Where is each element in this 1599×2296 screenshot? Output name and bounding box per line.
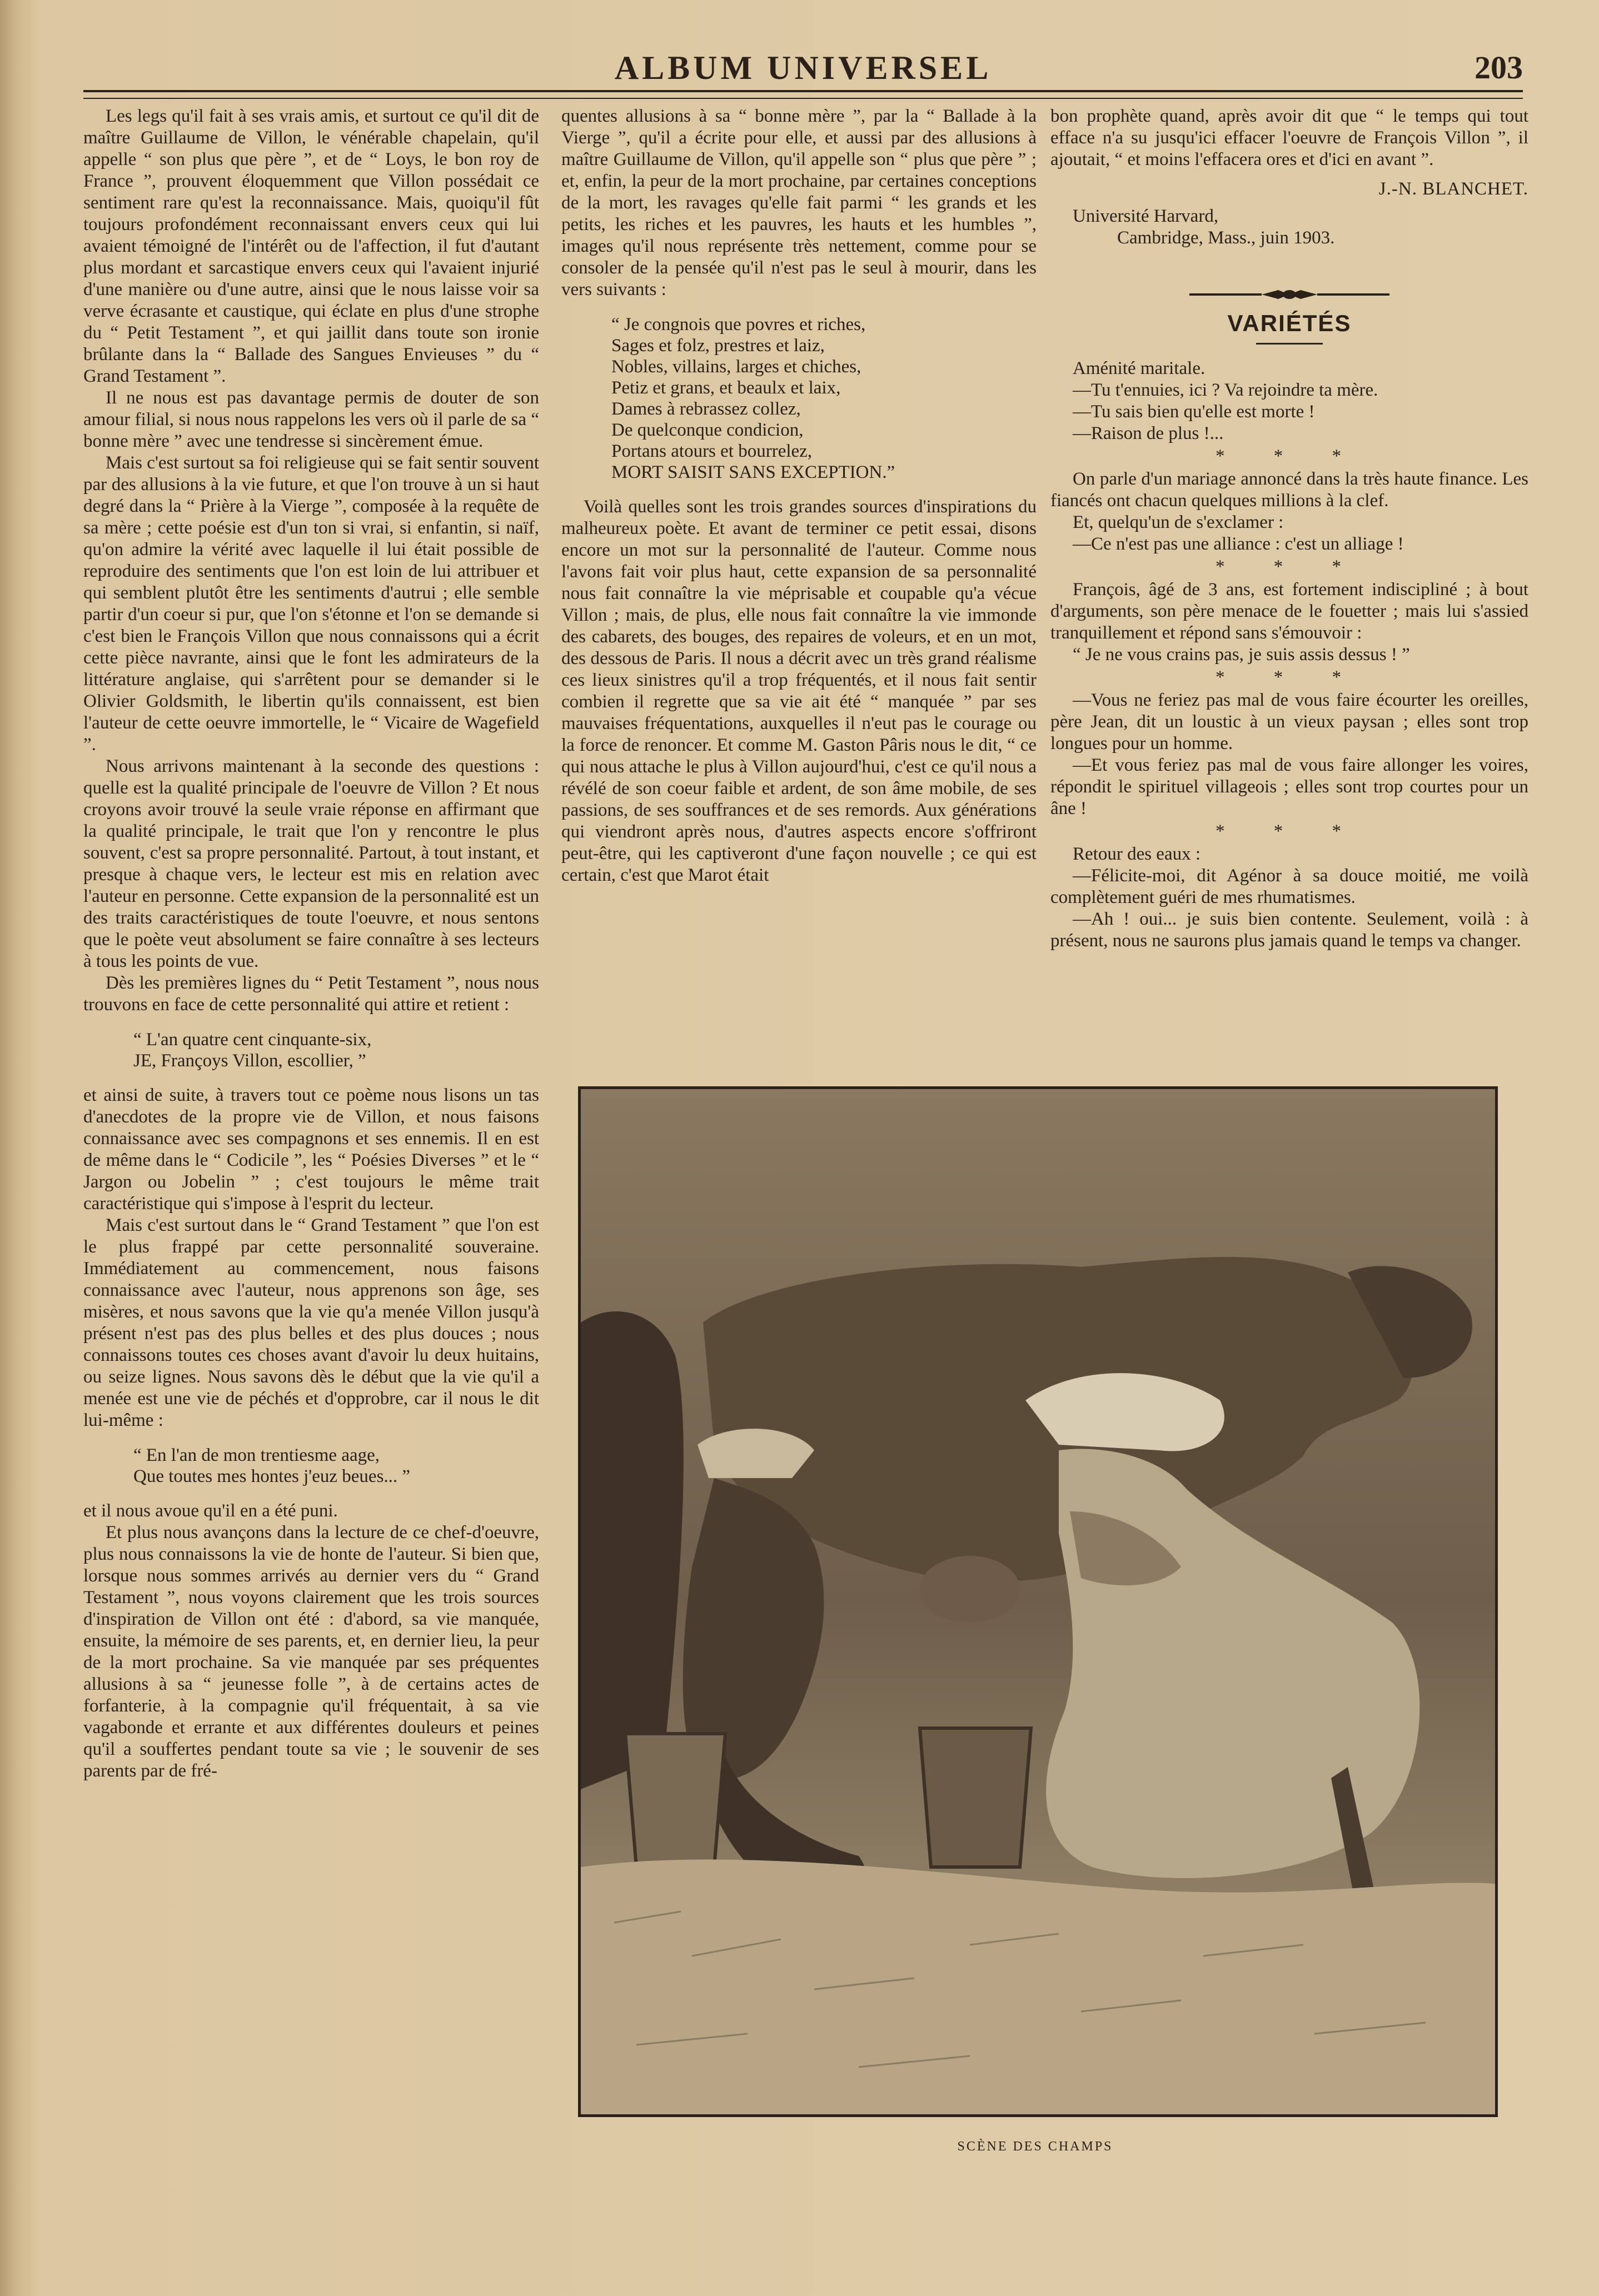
verse-line: MORT SAISIT SANS EXCEPTION.”: [611, 462, 895, 482]
paragraph: —Ah ! oui... je suis bien contente. Seulement, voilà : à présent, nous ne saurons plus jamais quand le temps va changer.: [1050, 909, 1528, 951]
verse-line: Nobles, villains, larges et chiches,: [611, 357, 861, 377]
paragraph: Mais c'est surtout dans le “ Grand Testament ” que l'on est le plus frappé par cette personnalité souveraine. Immédiatement au commencement, nous faisons connaissance avec l'auteur, nous apprenons son âge, ses misères, et nous savons que la vie qu'a menée Villon jusqu'à présent n'est pas des plus belles et des plus douces ; nous connaissons toutes ces choses avant d'avoir lu deux huitains, ou seize lignes. Nous savons dès le début que la vie qu'il a menée est une vie de péchés et d'opprobre, car il nous le dit lui-même :: [83, 1215, 539, 1430]
header-rule: [83, 90, 1523, 99]
section-title: VARIÉTÉS: [1227, 310, 1352, 336]
author-signature: J.-N. BLANCHET.: [1378, 179, 1528, 199]
verse-line: “ Je congnois que povres et riches,: [611, 315, 866, 335]
paragraph: Nous arrivons maintenant à la seconde des questions : quelle est la qualité principale de l'oeuvre de Villon ? Et nous croyons avoir trouvé la seule vraie réponse en affirmant que la qualité principale, le trait que l'on y rencontre le plus souvent, c'est sa propre personnalité. Partout, à tout instant, et presque à chaque vers, le lecteur est mis en relation avec l'auteur en personne. Cette expansion de la personnalité est un des traits caractéristiques de toute l'oeuvre, et nous sentons que le poète veut absolument se faire connaître à ses lecteurs à tous les points de vue.: [83, 756, 539, 971]
affiliation-line: Université Harvard,: [1073, 206, 1219, 226]
paragraph: —Et vous feriez pas mal de vous faire allonger les voires, répondit le spirituel villageois ; elles sont trop courtes pour un âne !: [1050, 755, 1528, 818]
verse-line: Dames à rebrassez collez,: [611, 399, 801, 419]
paragraph: et il nous avoue qu'il en a été puni.: [83, 1501, 338, 1521]
engraving-image: [581, 1089, 1495, 2114]
verse-line: De quelconque condicion,: [611, 420, 804, 440]
paragraph: —Tu t'ennuies, ici ? Va rejoindre ta mère.: [1073, 380, 1378, 400]
page-header: [83, 49, 1523, 93]
page-number: 203: [1475, 49, 1523, 86]
paragraph: quentes allusions à sa “ bonne mère ”, par la “ Ballade à la Vierge ”, qu'il a écrite pour elle, et aussi par des allusions à maître Guillaume de Villon, qu'il appelle son “ plus que père ” ; et, enfin, la peur de la mort prochaine, par certaines conceptions de la mort, les ravages qu'elle fait parmi “ les grands et les petits, les riches et les pauvres, les hauts et les humbles ”, images qu'il nous représente très nettement, comme pour se consoler de la pensée qu'il n'est pas le seul à mourir, dans les vers suivants :: [561, 106, 1037, 300]
verse-quote: [133, 1445, 539, 1487]
affiliation-line: Cambridge, Mass., juin 1903.: [1117, 228, 1335, 248]
paragraph: Et, quelqu'un de s'exclamer :: [1073, 512, 1284, 532]
paragraph: bon prophète quand, après avoir dit que “ le temps qui tout efface n'a su jusqu'ici effacer l'oeuvre de François Villon ”, il ajoutait, “ et moins l'effacera ores et d'ici en avant ”.: [1050, 106, 1528, 169]
paragraph: Mais c'est surtout sa foi religieuse qui se fait sentir souvent par des allusions à la vie future, et que l'on trouve à un si haut degré dans la “ Prière à la Vierge ”, composée à la requête de sa mère ; cette poésie est d'un ton si vrai, si enfantin, si naïf, qu'on admire la vérité avec laquelle il lui était possible de reproduire des sentiments que l'on est loin de lui attribuer et qui semblent plutôt être les sentiments d'autrui ; elle semble partir d'un coeur si pur, que l'on s'étonne et l'on se demande si c'est bien le François Villon que nous connaissons qui a écrit cette pièce navrante, ainsi que le font les admirateurs de la littérature anglaise, qui s'arrêtent pour se demander si le Olivier Goldsmith, le libertin qu'ils connaissent, est bien l'auteur de cette oeuvre immortelle, le “ Vicaire de Wagefield ”.: [83, 453, 539, 755]
title-rule: [1256, 343, 1323, 345]
paragraph: —Félicite-moi, dit Agénor à sa douce moitié, me voilà complètement guéri de mes rhumatismes.: [1050, 866, 1528, 907]
masthead-title: ALBUM UNIVERSEL: [614, 49, 992, 86]
separator-stars: * * *: [1216, 446, 1363, 466]
paragraph: François, âgé de 3 ans, est fortement indiscipliné ; à bout d'arguments, son père menace de le fouetter ; mais lui s'assied tranquillement et répond sans s'émouvoir :: [1050, 580, 1528, 643]
verse-line: Petiz et grans, et beaulx et laix,: [611, 378, 841, 398]
verse-line: Portans atours et bourrelez,: [611, 441, 813, 461]
paragraph: —Vous ne feriez pas mal de vous faire écourter les oreilles, père Jean, dit un loustic à un vieux paysan ; elles sont trop longues pour un homme.: [1050, 690, 1528, 753]
verse-line: “ En l'an de mon trentiesme aage,: [133, 1445, 380, 1465]
separator-stars: * * *: [1216, 821, 1363, 841]
author-affiliation: [1073, 206, 1528, 249]
paragraph: —Ce n'est pas une alliance : c'est un alliage !: [1073, 534, 1404, 554]
verse-line: “ L'an quatre cent cinquante-six,: [133, 1030, 372, 1050]
paragraph: Et plus nous avançons dans la lecture de ce chef-d'oeuvre, plus nous connaissons la vie de honte de l'auteur. Si bien que, lorsque nous sommes arrivés au dernier vers du “ Grand Testament ”, nous voyons clairement que les trois sources d'inspiration de Villon ont été : d'abord, sa vie manquée, ensuite, la mémoire de ses parents, et, en dernier lieu, la peur de la mort prochaine. Sa vie manquée par ses préquentes allusions à sa “ jeunesse folle ”, à de certains actes de forfanterie, à la compagnie qu'il fréquentait, à sa vie vagabonde et errante et aux différentes douleurs et peines qu'il a souffertes pendant toute sa vie ; le souvenir de ses parents par de fré-: [83, 1523, 539, 1781]
paragraph: Voilà quelles sont les trois grandes sources d'inspirations du malheureux poète. Et avant de terminer ce petit essai, disons encore un mot sur la personnalité de l'auteur. Comme nous l'avons fait voir plus haut, cette expansion de sa personnalité nous fait connaître la vie méprisable et coupable qu'a vécue Villon ; mais, de plus, elle nous fait connaître la vie immonde des cabarets, des bouges, des repaires de voleurs, et en un mot, des dessous de Paris. Il nous a décrit avec un très grand réalisme ces lieux sinistres qu'il a trop fréquentés, et il nous fait sentir combien il regrette que sa vie ait été “ manquée ” par ses mauvaises fréquentations, auxquelles il n'eut pas le courage ou la force de renoncer. Et comme M. Gaston Pâris nous le dit, “ ce qui nous attache le plus à Villon aujourd'hui, c'est ce qu'il nous a révélé de son coeur faible et ardent, de son âme mobile, de ses passions, de ses souffrances et de ses remords. Aux générations qui viendront après nous, d'autres aspects encore s'offriront peut-être, qui les captiveront d'une façon nouvelle ; ce qui est certain, c'est que Marot était: [561, 497, 1037, 885]
paragraph: et ainsi de suite, à travers tout ce poème nous lisons un tas d'anecdotes de la propre vie de Villon, et nous faisons connaissance avec ses compagnons et ses ennemis. Il en est de même dans le “ Codicile ”, les “ Poésies Diverses ” et le “ Jargon ou Jobelin ” ; c'est toujours le même trait caractéristique qui s'impose à l'esprit du lecteur.: [83, 1085, 539, 1214]
paragraph: “ Je ne vous crains pas, je suis assis dessus ! ”: [1073, 645, 1410, 665]
paragraph: Dès les premières lignes du “ Petit Testament ”, nous nous trouvons en face de cette personnalité qui attire et retient :: [83, 973, 539, 1015]
ornament-divider: [1189, 288, 1389, 301]
column-middle: [561, 106, 1037, 886]
verse-line: JE, Françoys Villon, escollier, ”: [133, 1051, 366, 1071]
paragraph: Retour des eaux :: [1073, 844, 1201, 864]
paragraph: On parle d'un mariage annoncé dans la très haute finance. Les fiancés ont chacun quelques millions à la clef.: [1050, 469, 1528, 511]
separator-stars: * * *: [1216, 557, 1363, 577]
verse-quote: [611, 314, 1037, 483]
paragraph: —Tu sais bien qu'elle est morte !: [1073, 402, 1315, 422]
verse-line: Sages et folz, prestres et laiz,: [611, 336, 825, 356]
separator-stars: * * *: [1216, 667, 1363, 687]
paragraph: Il ne nous est pas davantage permis de douter de son amour filial, si nous nous rappelons les vers où il parle de sa “ bonne mère ” avec une tendresse si sincèrement émue.: [83, 388, 539, 451]
column-right: [1050, 106, 1528, 952]
illustration-caption: SCÈNE DES CHAMPS: [957, 2139, 1113, 2154]
verse-quote: [133, 1029, 539, 1071]
paragraph: Aménité maritale.: [1073, 358, 1206, 378]
paragraph: —Raison de plus !...: [1073, 423, 1224, 443]
column-left: [83, 106, 539, 1782]
verse-line: Que toutes mes hontes j'euz beues... ”: [133, 1466, 411, 1486]
illustration-milking-scene: [578, 1086, 1498, 2117]
paragraph: Les legs qu'il fait à ses vrais amis, et surtout ce qu'il dit de maître Guillaume de Villon, le vénérable chapelain, qu'il appelle “ son plus que père ”, et de “ Loys, le bon roy de France ”, prouvent éloquemment que Villon possédait ce sentiment rare qu'est la reconnaissance. Mais, quoiqu'il fût toujours profondément reconnaissant envers ceux qui lui avaient témoigné de l'intérêt ou de l'affection, il fut d'autant plus mordant et sarcastique envers ceux qui l'avaient injurié d'une manière ou d'une autre, ainsi que le nous laisse voir sa verve écrasante et caustique, qui éclate en plus d'une strophe du “ Petit Testament ”, et qui jaillit dans toute son ironie brûlante dans la “ Ballade des Sangues Envieuses ” du “ Grand Testament ”.: [83, 106, 539, 386]
